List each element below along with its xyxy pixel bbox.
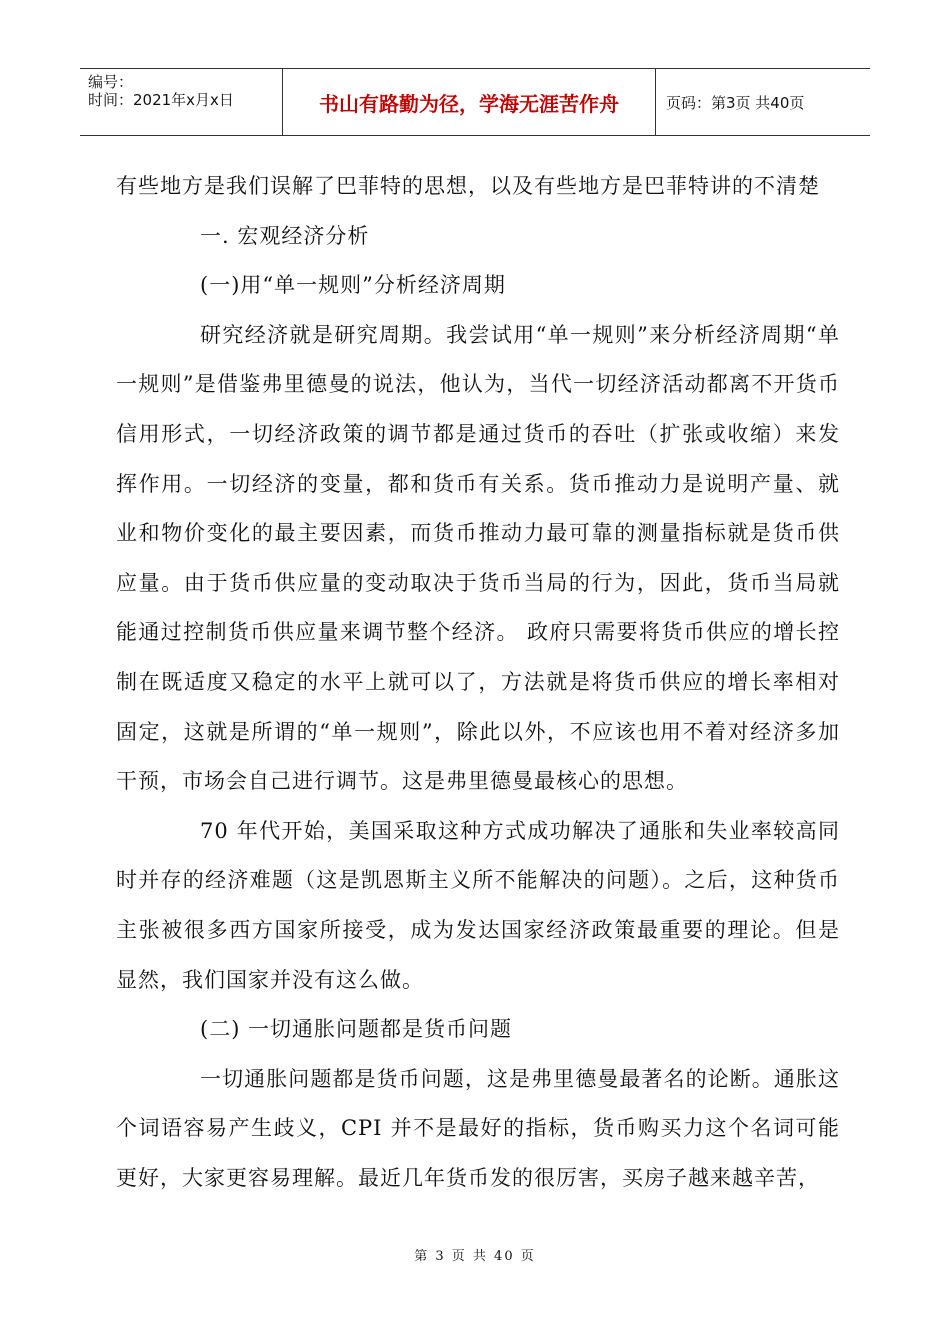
subsection-heading-2: (二) 一切通胀问题都是货币问题 bbox=[200, 1017, 513, 1042]
paragraph-2: 研究经济就是研究周期。我尝试用“单一规则”来分析经济周期“单一规则”是借鉴弗里德曼的说法，他认为，当代一切经济活动都离不开货币信用形式，一切经济政策的调节都是通过货币的吞吐（扩张或收缩）来发挥作用。一切经济的变量，都和货币有关系。货币推动力是说明产量、就业和物价变化的最主要因素，而货币推动力最可靠的测量指标就是货币供应量。由于货币供应量的变动取决于货币当局的行为，因此，货币当局就能通过控制货币供应量来调节整个经济。 政府只需要将货币供应的增长控制在既适度又稳定的水平上就可以了，方法就是将货币供应的增长率相对固定，这就是所谓的“单一规则”，除此以外，不应该也用不着对经济多加干预，市场会自己进行调节。这是弗里德曼最核心的思想。 bbox=[116, 322, 840, 794]
document-time-label: 时间：2021年x月x日 bbox=[88, 91, 234, 109]
paragraph-3: 70 年代开始，美国采取这种方式成功解决了通胀和失业率较高同时并存的经济难题（这是凯恩斯主义所不能解决的问题）。之后，这种货币主张被很多西方国家所接受，成为发达国家经济政策最重要的理论。但是显然，我们国家并没有这么做。 bbox=[116, 818, 840, 992]
document-number-label: 编号： bbox=[88, 73, 134, 91]
paragraph-4: 一切通胀问题都是货币问题，这是弗里德曼最著名的论断。通胀这个词语容易产生歧义，CPI 并不是最好的指标，货币购买力这个名词可能更好，大家更容易理解。最近几年货币发的很厉害，买房子越来越辛苦， bbox=[116, 1066, 840, 1190]
header-page-info: 页码：第3页 共40页 bbox=[666, 93, 805, 112]
section-heading: 一. 宏观经济分析 bbox=[200, 223, 370, 248]
header-meta bbox=[80, 69, 283, 135]
page-header bbox=[80, 68, 870, 136]
subsection-heading-1: (一)用“单一规则”分析经济周期 bbox=[200, 273, 506, 298]
document-body bbox=[116, 162, 840, 1203]
page-footer: 第 3 页 共 40 页 bbox=[414, 1249, 536, 1264]
paragraph-1: 有些地方是我们误解了巴菲特的思想，以及有些地方是巴菲特讲的不清楚 bbox=[116, 174, 820, 198]
header-motto: 书山有路勤为径，学海无涯苦作舟 bbox=[283, 69, 656, 135]
